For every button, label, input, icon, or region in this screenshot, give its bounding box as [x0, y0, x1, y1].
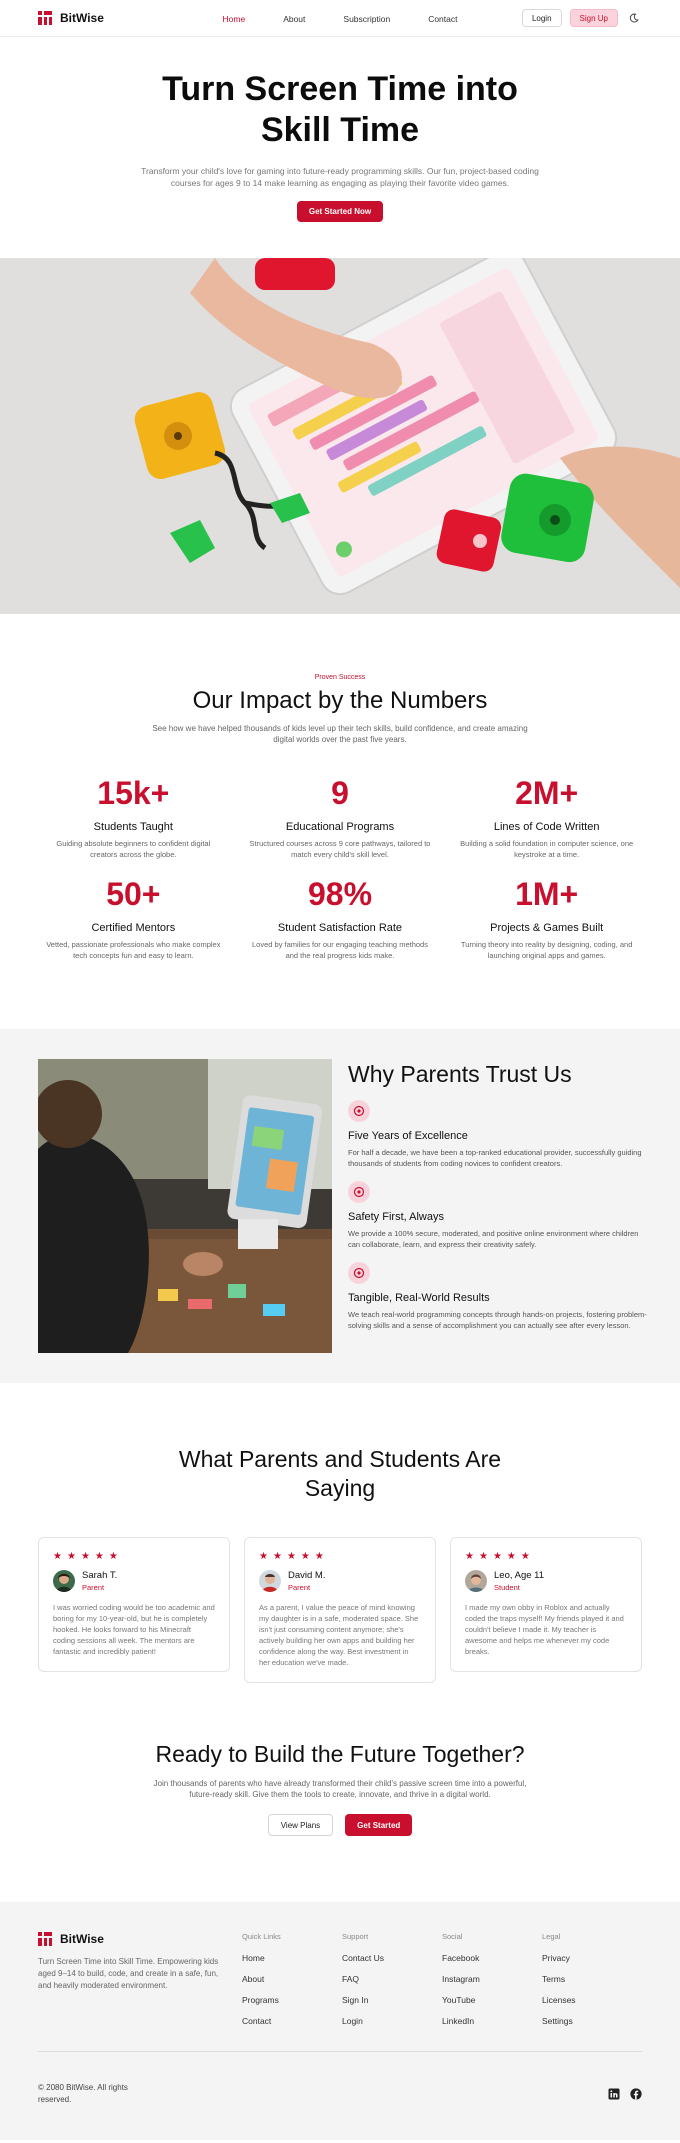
testimonial-quote: As a parent, I value the peace of mind knowing my daughter is in a safe, moderated space. She isn't just consuming content anymore; she's actively building her own apps and building her confidence along the way. Best investment in her education we've made.: [259, 1603, 419, 1667]
testimonial-cards: [0, 1537, 680, 1683]
stat-description: Vetted, passionate professionals who make complex tech concepts fun and easy to learn.: [46, 940, 221, 960]
testimonial-quote: I was worried coding would be too academic and boring for my 10-year-old, but he is completely hooked. He looks forward to his Minecraft coding sessions all week. The mentors are fantastic and incredibly patient!: [53, 1603, 215, 1656]
footer-logo[interactable]: [38, 1932, 242, 1946]
linkedin-icon[interactable]: [608, 2088, 620, 2100]
footer-column-support: [342, 1932, 442, 2026]
reviewer-role: Parent: [288, 1583, 311, 1592]
footer-brand: [38, 1932, 242, 2026]
testimonial-quote: I made my own obby in Roblox and actually coded the traps myself! My friends played it and couldn't believe I made it. My teacher is awesome and helps me whenever my code breaks.: [465, 1603, 624, 1656]
why-content: [348, 1059, 648, 1383]
stat-card: [30, 775, 237, 860]
login-button[interactable]: Login: [522, 9, 562, 27]
footer-column-heading: Legal: [542, 1932, 561, 1941]
reason-description: We provide a 100% secure, moderated, and positive online environment where children can collaborate, learn, and express their creativity safely.: [348, 1229, 639, 1249]
star-icon: ★: [520, 1551, 530, 1562]
footer-brand-name: BitWise: [60, 1932, 104, 1946]
footer-bottom: [38, 2082, 642, 2106]
nav-link-about[interactable]: About: [283, 13, 306, 24]
stat-title: Educational Programs: [285, 821, 395, 833]
stat-title: Students Taught: [93, 821, 173, 833]
star-icon: ★: [259, 1551, 268, 1562]
reviewer-name: Sarah T.: [82, 1570, 118, 1581]
stat-description: Guiding absolute beginners to confident digital creators across the globe.: [56, 839, 211, 859]
impact-eyebrow: Proven Success: [314, 674, 366, 681]
star-icon: ★: [80, 1551, 90, 1562]
reviewer-role: Parent: [82, 1583, 105, 1592]
reviewer-name: Leo, Age 11: [494, 1570, 545, 1581]
reason-item: [348, 1181, 648, 1250]
hero-subtitle: Transform your child's love for gaming into future-ready programming skills. Our fun, project-based coding courses for ages 9 to 14 make learning as engaging as playing their favorite video games.: [141, 166, 539, 188]
social-links: [608, 2082, 642, 2106]
stat-title: Student Satisfaction Rate: [277, 922, 403, 934]
target-icon: [348, 1181, 370, 1203]
stat-value: 9: [331, 775, 349, 811]
star-rating: [259, 1552, 421, 1562]
star-icon: ★: [53, 1551, 62, 1562]
child-tablet-photo: [38, 1059, 332, 1353]
cta-subtitle: Join thousands of parents who have already transformed their child's passive screen time into a powerful, future-ready skill. Give them the tools to create, innovate, and thrive in a digital world.: [153, 1779, 527, 1799]
testimonials-section: [0, 1383, 680, 1694]
why-section: [0, 1029, 680, 1383]
impact-section: [0, 614, 680, 1029]
why-title: Why Parents Trust Us: [348, 1061, 572, 1087]
signup-button[interactable]: Sign Up: [570, 9, 618, 27]
footer-link[interactable]: Licenses: [542, 1995, 576, 2005]
footer-link[interactable]: Login: [342, 2016, 363, 2026]
footer-link[interactable]: Instagram: [442, 1974, 480, 1984]
get-started-button[interactable]: Get Started: [345, 1814, 412, 1836]
top-nav: [0, 0, 680, 37]
stat-value: 1M+: [515, 876, 579, 912]
cta-actions: [0, 1814, 680, 1836]
star-icon: ★: [465, 1551, 474, 1562]
star-icon: ★: [478, 1551, 488, 1562]
cta-section: [0, 1694, 680, 1902]
footer-top: [38, 1932, 642, 2026]
reviewer-role: Student: [494, 1583, 520, 1592]
reason-item: [348, 1100, 648, 1169]
logo-icon: [38, 1932, 52, 1946]
footer-column-legal: [542, 1932, 642, 2026]
testimonials-title: What Parents and Students Are Saying: [178, 1446, 502, 1501]
brand-name: BitWise: [60, 11, 104, 25]
hero-title: Turn Screen Time into Skill Time: [162, 70, 518, 149]
target-icon: [348, 1100, 370, 1122]
stat-title: Lines of Code Written: [493, 821, 600, 833]
stat-card: [237, 876, 444, 961]
reviewer: [259, 1570, 421, 1592]
stat-card: [30, 876, 237, 961]
footer-link[interactable]: Home: [242, 1953, 265, 1963]
target-icon: [348, 1262, 370, 1284]
nav-link-subscription[interactable]: Subscription: [343, 13, 391, 24]
stat-card: [237, 775, 444, 860]
footer-link[interactable]: Programs: [242, 1995, 279, 2005]
cta-title: Ready to Build the Future Together?: [155, 1741, 525, 1767]
reason-description: For half a decade, we have been a top-ranked educational provider, successfully guiding thousands of students from coding novices to confident creators.: [348, 1148, 642, 1168]
footer-column-social: [442, 1932, 542, 2026]
reason-title: Five Years of Excellence: [348, 1130, 468, 1142]
footer-divider: [38, 2051, 642, 2052]
star-icon: ★: [300, 1551, 310, 1562]
testimonial-card: [244, 1537, 436, 1683]
hero-section: [0, 37, 680, 258]
reason-title: Tangible, Real-World Results: [348, 1292, 490, 1304]
star-icon: ★: [506, 1551, 516, 1562]
brand-logo[interactable]: [38, 11, 104, 25]
view-plans-button[interactable]: View Plans: [268, 1814, 333, 1836]
footer-link[interactable]: Privacy: [542, 1953, 570, 1963]
stat-description: Loved by families for our engaging teaching methods and the real progress kids make.: [252, 940, 428, 960]
footer-link[interactable]: Terms: [542, 1974, 566, 1984]
testimonial-card: [38, 1537, 230, 1672]
footer-link[interactable]: Contact: [242, 2016, 272, 2026]
stat-description: Turning theory into reality by designing, coding, and launching original apps and games.: [460, 940, 633, 960]
get-started-now-button[interactable]: Get Started Now: [297, 201, 383, 222]
footer-column-heading: Social: [442, 1932, 463, 1941]
star-icon: ★: [66, 1551, 76, 1562]
reviewer: [53, 1570, 215, 1592]
star-icon: ★: [492, 1551, 502, 1562]
impact-title: Our Impact by the Numbers: [192, 687, 488, 714]
footer-column-heading: Support: [342, 1932, 369, 1941]
stat-card: [443, 775, 650, 860]
footer-link[interactable]: FAQ: [342, 1974, 360, 1984]
stat-value: 50+: [106, 876, 161, 912]
stat-description: Structured courses across 9 core pathways, tailored to match every child's skill level.: [249, 839, 431, 859]
site-footer: [0, 1902, 680, 2140]
footer-column-quick-links: [242, 1932, 342, 2026]
reason-item: [348, 1262, 648, 1331]
reviewer: [465, 1570, 627, 1592]
avatar: [53, 1570, 75, 1592]
reviewer-name: David M.: [288, 1570, 326, 1581]
footer-link[interactable]: Settings: [542, 2016, 573, 2026]
impact-subtitle: See how we have helped thousands of kids level up their tech skills, build confidence, and create amazing digital worlds over the past five years.: [152, 724, 528, 744]
nav-link-contact[interactable]: Contact: [428, 13, 458, 24]
star-icon: ★: [286, 1551, 296, 1562]
stat-value: 2M+: [515, 775, 579, 811]
star-icon: ★: [272, 1551, 282, 1562]
copyright-text: © 2080 BitWise. All rights reserved.: [38, 2083, 128, 2104]
nav-link-home[interactable]: Home: [222, 13, 246, 24]
footer-columns: [242, 1932, 642, 2026]
footer-link[interactable]: YouTube: [442, 1995, 476, 2005]
stat-grid: [30, 775, 650, 961]
footer-column-heading: Quick Links: [242, 1932, 281, 1941]
nav-actions: [522, 9, 642, 27]
stat-card: [443, 876, 650, 961]
stat-value: 15k+: [97, 775, 170, 811]
reason-title: Safety First, Always: [348, 1211, 444, 1223]
star-icon: ★: [314, 1551, 324, 1562]
stat-title: Certified Mentors: [91, 922, 176, 934]
avatar: [259, 1570, 281, 1592]
star-rating: [465, 1552, 627, 1562]
footer-link[interactable]: Contact Us: [342, 1953, 385, 1963]
hero-tablet-photo: [0, 258, 680, 614]
avatar: [465, 1570, 487, 1592]
testimonial-card: [450, 1537, 642, 1672]
facebook-icon[interactable]: [630, 2088, 642, 2100]
star-icon: ★: [108, 1551, 118, 1562]
moon-icon[interactable]: [626, 10, 642, 26]
star-icon: ★: [94, 1551, 104, 1562]
footer-link[interactable]: Sign In: [342, 1995, 369, 2005]
logo-icon: [38, 11, 52, 25]
stat-description: Building a solid foundation in computer science, one keystroke at a time.: [460, 839, 634, 859]
footer-link[interactable]: About: [242, 1974, 265, 1984]
footer-link[interactable]: Facebook: [442, 1953, 480, 1963]
footer-link[interactable]: LinkedIn: [442, 2016, 475, 2026]
stat-title: Projects & Games Built: [490, 922, 604, 934]
reason-description: We teach real-world programming concepts through hands-on projects, fostering problem-solving skills and a sense of accomplishment you can actually see after every lesson.: [348, 1310, 647, 1330]
footer-tagline: Turn Screen Time into Skill Time. Empowering kids aged 9–14 to build, code, and create in a safe, fun, and heavily moderated environment.: [38, 1957, 219, 1990]
star-rating: [53, 1552, 215, 1562]
stat-value: 98%: [307, 876, 373, 912]
